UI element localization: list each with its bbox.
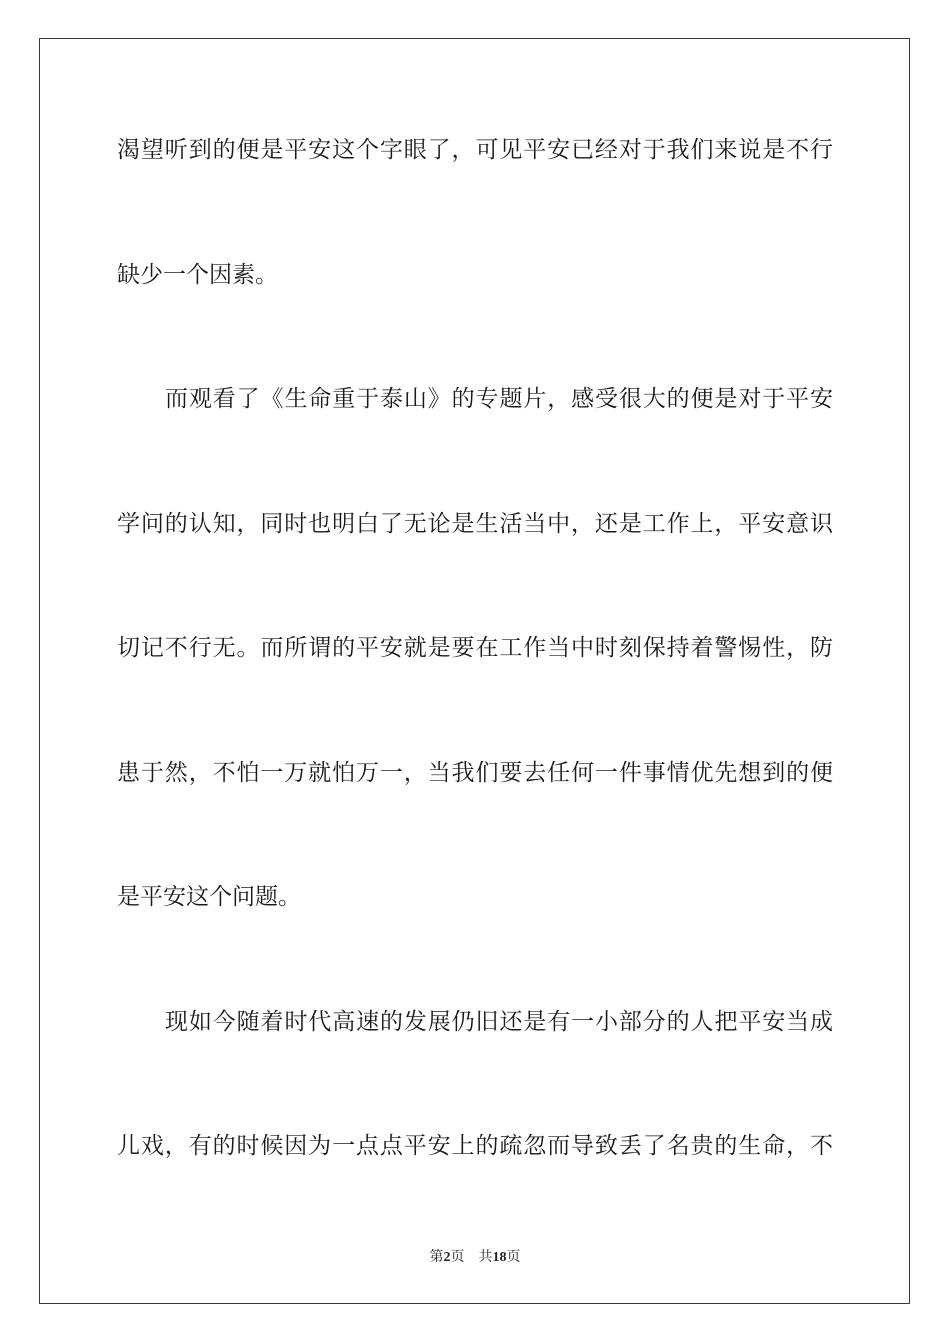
- footer-total-prefix: 共: [478, 1249, 493, 1265]
- text-line-9: 儿戏，有的时候因为一点点平安上的疏忽而导致丢了名贵的生命，不: [117, 1133, 833, 1159]
- page-border: [39, 38, 910, 1304]
- text-line-8: 现如今随着时代高速的发展仍旧还是有一小部分的人把平安当成: [165, 1009, 833, 1035]
- footer-page-suffix: 页: [450, 1249, 465, 1265]
- text-line-6: 患于然，不怕一万就怕万一，当我们要去任何一件事情优先想到的便: [117, 760, 833, 786]
- footer-page-number: 2: [443, 1250, 451, 1265]
- text-line-5: 切记不行无。而所谓的平安就是要在工作当中时刻保持着警惕性，防: [117, 635, 833, 661]
- text-line-2: 缺少一个因素。: [117, 262, 278, 288]
- text-line-3: 而观看了《生命重于泰山》的专题片，感受很大的便是对于平安: [165, 386, 833, 412]
- text-line-4: 学问的认知，同时也明白了无论是生活当中，还是工作上，平安意识: [117, 511, 833, 537]
- footer-total-suffix: 页: [506, 1249, 521, 1265]
- footer-page-prefix: 第: [429, 1249, 444, 1265]
- footer-total-pages: 18: [492, 1250, 507, 1265]
- text-line-1: 渴望听到的便是平安这个字眼了，可见平安已经对于我们来说是不行: [117, 137, 833, 163]
- text-line-7: 是平安这个问题。: [117, 884, 301, 910]
- page-footer: [0, 1247, 950, 1268]
